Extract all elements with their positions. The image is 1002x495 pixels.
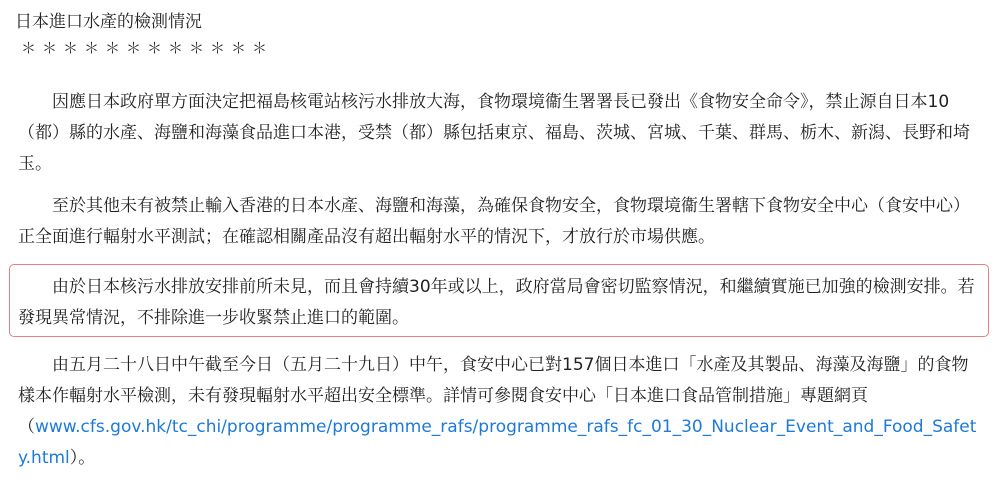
paragraph-test-results (18, 350, 984, 474)
paragraph-ban-notice: 因應日本政府單方面決定把福島核電站核污水排放大海，食物環境衞生署署長已發出《食物安全命令》，禁止源自日本10（都）縣的水產、海鹽和海藻食品進口本港，受禁（都）縣包括東京、福島、茨城、宮城、千葉、群馬、栃木、新潟、長野和埼玉。 (18, 92, 970, 174)
test-results-text: 由五月二十八日中午截至今日（五月二十九日）中午，食安中心已對157個日本進口「水產及其製品、海藻及海鹽」的食物樣本作輻射水平檢測，未有發現輻射水平超出安全標準。詳情可參閱食安中心「日本進口食品管制措施」專題網頁 (18, 355, 969, 406)
closing-punctuation: ）。 (69, 448, 96, 468)
separator-stars: ＊＊＊＊＊＊＊＊＊＊＊＊ (21, 39, 274, 57)
article-heading: 日本進口水產的檢測情況 (15, 12, 202, 32)
paragraph-radiation-testing: 至於其他未有被禁止輸入香港的日本水產、海鹽和海藻，為確保食物安全，食物環境衞生署轄下食物安全中心（食安中心）正全面進行輻射水平測試；在確認相關產品沒有超出輻射水平的情況下，才放行於市場供應。 (18, 196, 970, 247)
cfs-webpage-link[interactable]: www.cfs.gov.hk/tc_chi/programme/programme_rafs/programme_rafs_fc_01_30_Nuclear_Event_and_Food_Safety.html (18, 417, 977, 468)
open-paren: （ (18, 417, 35, 437)
paragraph-monitoring-highlighted: 由於日本核污水排放安排前所未見，而且會持續30年或以上，政府當局會密切監察情況，和繼續實施已加強的檢測安排。若發現異常情況，不排除進一步收緊禁止進口的範圍。 (18, 277, 975, 328)
